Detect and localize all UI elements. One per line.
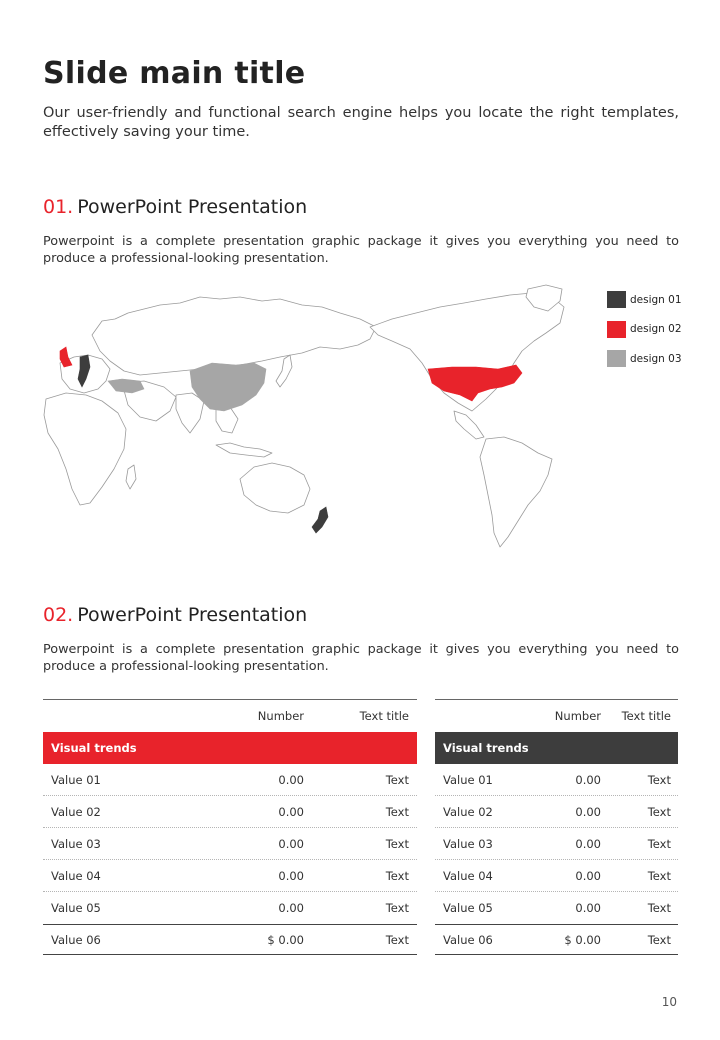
- map-russia: [92, 297, 376, 375]
- map-central-america: [454, 411, 484, 439]
- table-row: [435, 892, 678, 924]
- table-cell: 0.00: [575, 804, 601, 819]
- map-region-design03-central-asia: [108, 379, 144, 393]
- legend-item-design03: [607, 350, 682, 367]
- table-cell: 0.00: [278, 804, 304, 819]
- table-cell: Value 06: [51, 932, 101, 947]
- table-cell: 0.00: [278, 836, 304, 851]
- table-cell: Value 03: [51, 836, 101, 851]
- table-header-cell: Text title: [621, 709, 671, 723]
- table-header-cell: Text title: [359, 709, 409, 723]
- table-row: [435, 796, 678, 828]
- table-cell: $ 0.00: [564, 932, 601, 947]
- table-cell: Value 02: [51, 804, 101, 819]
- table-cell: Text: [385, 901, 409, 915]
- table-band: Visual trends: [435, 732, 678, 764]
- legend-item-design02: [607, 321, 682, 338]
- table-cell: Value 06: [443, 932, 493, 947]
- table-row: [435, 924, 678, 955]
- section-2-title: [43, 604, 307, 626]
- table-cell: 0.00: [575, 772, 601, 787]
- table-header: [43, 700, 417, 732]
- world-map: [40, 283, 565, 553]
- table-cell: 0.00: [575, 868, 601, 883]
- table-cell: 0.00: [278, 772, 304, 787]
- table-cell: Text: [647, 868, 671, 883]
- legend-swatch: [607, 321, 626, 338]
- section-1-title: [43, 196, 307, 218]
- table-row: [43, 764, 417, 796]
- page-subtitle: Our user-friendly and functional search engine helps you locate the right templates, effectively saving your time.: [43, 105, 679, 140]
- page-number: 10: [661, 995, 677, 1009]
- table-cell: Value 05: [51, 901, 101, 915]
- table-cell: Text: [647, 901, 671, 915]
- map-madagascar: [126, 465, 136, 489]
- table-row: [43, 924, 417, 955]
- data-table-1: [43, 699, 417, 955]
- table-cell: Text: [385, 772, 409, 787]
- table-row: [43, 828, 417, 860]
- map-indonesia: [216, 443, 272, 457]
- table-cell: Text: [385, 868, 409, 883]
- table-cell: Value 03: [443, 836, 493, 851]
- table-row: [435, 860, 678, 892]
- legend-item-design01: [607, 291, 682, 308]
- table-header-cell: Number: [554, 709, 601, 723]
- table-band: Visual trends: [43, 732, 417, 764]
- page-title: Slide main title: [43, 56, 306, 91]
- map-region-design01-nz: [312, 507, 328, 533]
- table-row: [435, 828, 678, 860]
- legend-swatch: [607, 291, 626, 308]
- table-cell: 0.00: [575, 836, 601, 851]
- map-south-america: [480, 437, 552, 547]
- section-1-number: 01.: [43, 196, 74, 218]
- table-row: [43, 892, 417, 924]
- table-row: [435, 764, 678, 796]
- data-table-2: [435, 699, 678, 955]
- map-africa: [44, 393, 126, 505]
- section-1-heading: PowerPoint Presentation: [77, 196, 308, 218]
- table-cell: $ 0.00: [267, 932, 304, 947]
- section-1-text: Powerpoint is a complete presentation graphic package it gives you everything you need to produce a professional-looking presentation.: [43, 234, 679, 266]
- legend-label: design 02: [630, 323, 682, 335]
- section-2-number: 02.: [43, 604, 74, 626]
- table-header-cell: Number: [257, 709, 304, 723]
- map-se-asia: [216, 407, 238, 433]
- map-legend: [607, 291, 682, 380]
- map-australia: [240, 463, 310, 513]
- table-cell: Text: [647, 836, 671, 851]
- table-cell: Value 02: [443, 804, 493, 819]
- table-cell: Value 04: [443, 868, 493, 883]
- section-2-heading: PowerPoint Presentation: [77, 604, 308, 626]
- table-cell: Value 05: [443, 901, 493, 915]
- table-cell: Text: [385, 804, 409, 819]
- table-cell: Text: [385, 836, 409, 851]
- table-cell: Value 01: [51, 772, 101, 787]
- map-region-design02-usa: [428, 365, 522, 401]
- legend-label: design 03: [630, 352, 682, 365]
- legend-swatch: [607, 350, 626, 367]
- table-cell: Value 01: [443, 772, 493, 787]
- table-header: [435, 700, 678, 732]
- table-cell: 0.00: [278, 868, 304, 883]
- legend-label: design 01: [630, 293, 682, 306]
- table-cell: Text: [647, 772, 671, 787]
- table-cell: 0.00: [575, 901, 601, 915]
- table-cell: Text: [385, 932, 409, 947]
- map-japan: [276, 355, 292, 387]
- table-row: [43, 860, 417, 892]
- table-cell: Value 04: [51, 868, 101, 883]
- table-cell: 0.00: [278, 901, 304, 915]
- section-2-text: Powerpoint is a complete presentation graphic package it gives you everything you need to produce a professional-looking presentation.: [43, 642, 679, 674]
- table-row: [43, 796, 417, 828]
- table-cell: Text: [647, 932, 671, 947]
- table-cell: Text: [647, 804, 671, 819]
